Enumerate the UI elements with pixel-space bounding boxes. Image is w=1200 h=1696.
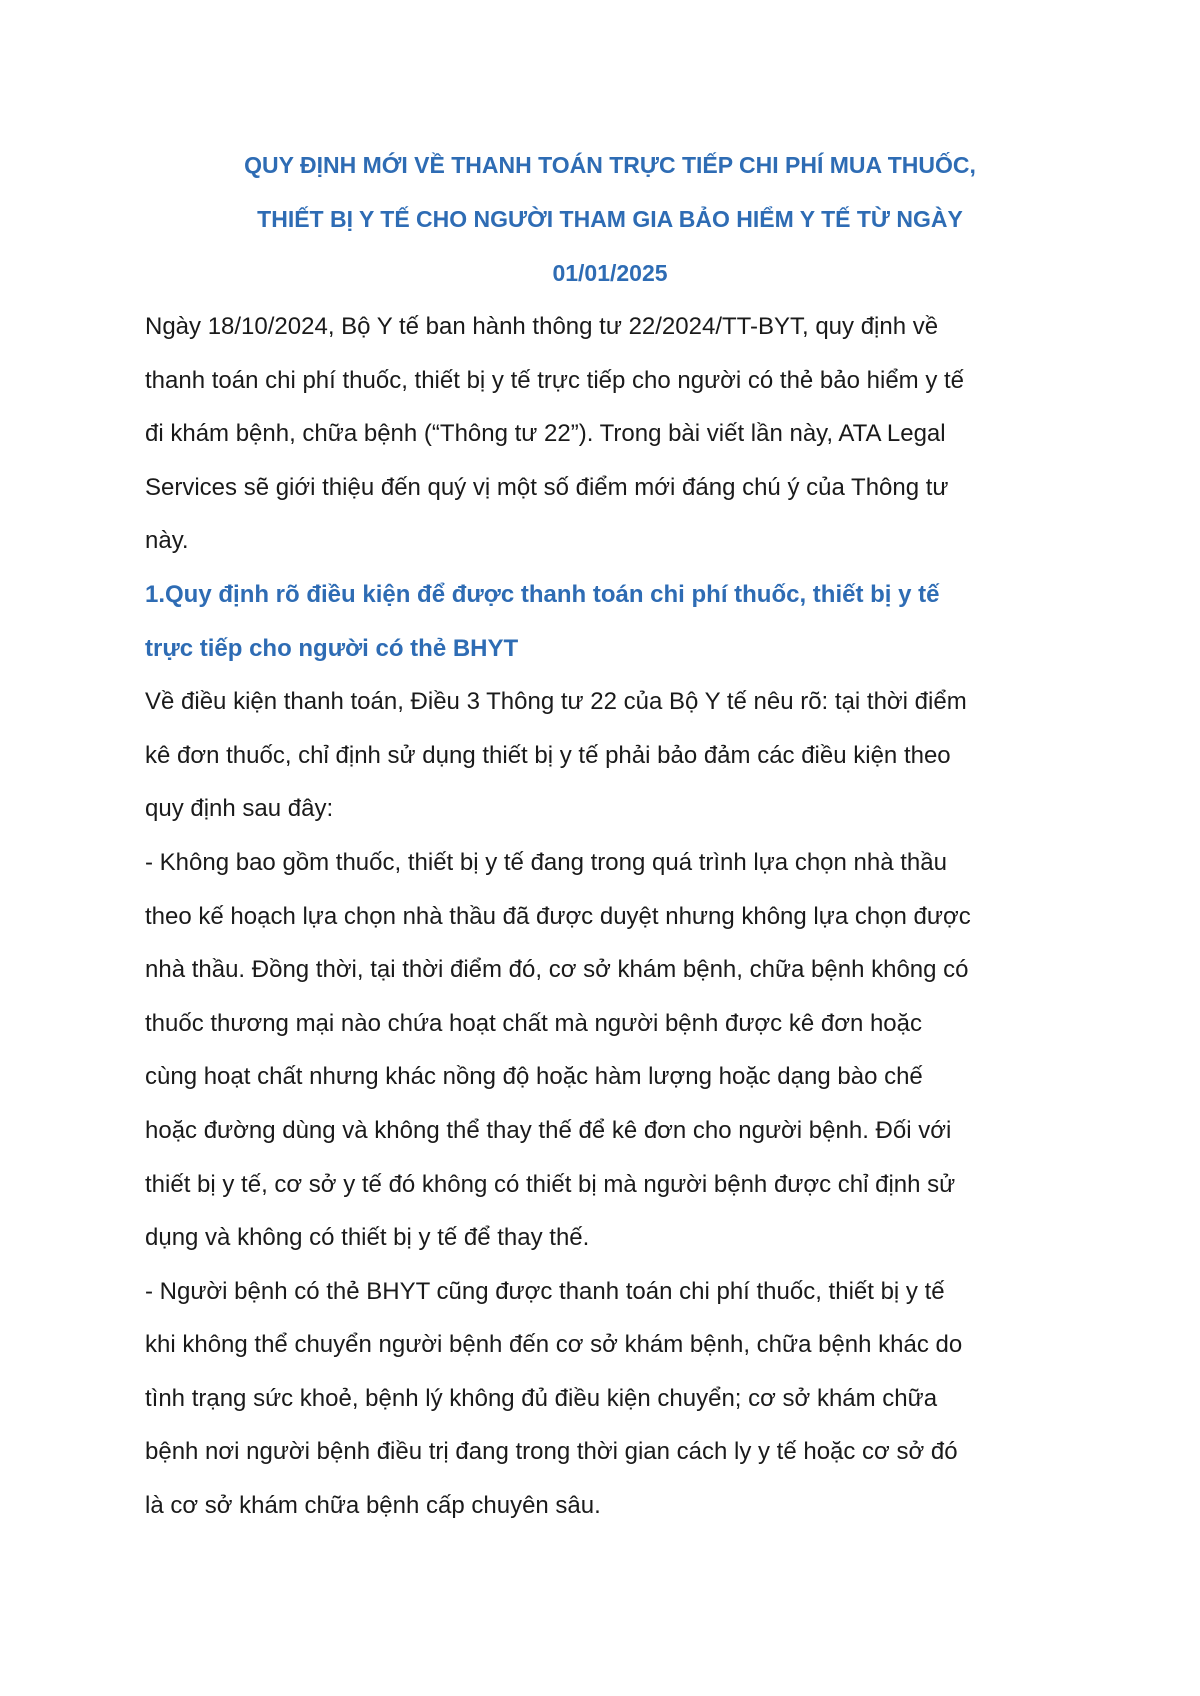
heading-line: trực tiếp cho người có thẻ BHYT [145, 634, 519, 662]
title-line: THIẾT BỊ Y TẾ CHO NGƯỜI THAM GIA BẢO HIỂM Y TẾ TỪ NGÀY [257, 206, 963, 232]
text-line: này. [145, 527, 189, 555]
text-line: khi không thể chuyển người bệnh đến cơ sở khám bệnh, chữa bệnh khác do [145, 1331, 963, 1359]
text-line: hoặc đường dùng và không thể thay thế để kê đơn cho người bệnh. Đối với [145, 1116, 952, 1144]
text-line: tình trạng sức khoẻ, bệnh lý không đủ điều kiện chuyển; cơ sở khám chữa [145, 1384, 938, 1412]
text-line: Về điều kiện thanh toán, Điều 3 Thông tư 22 của Bộ Y tế nêu rõ: tại thời điểm [145, 688, 967, 716]
text-line: thanh toán chi phí thuốc, thiết bị y tế trực tiếp cho người có thẻ bảo hiểm y tế [145, 366, 965, 394]
heading-line: 1.Quy định rõ điều kiện để được thanh toán chi phí thuốc, thiết bị y tế [145, 580, 940, 608]
text-line: Ngày 18/10/2024, Bộ Y tế ban hành thông tư 22/2024/TT-BYT, quy định về [145, 313, 939, 340]
title-line: 01/01/2025 [552, 260, 668, 286]
text-line: nhà thầu. Đồng thời, tại thời điểm đó, cơ sở khám bệnh, chữa bệnh không có [145, 956, 969, 984]
bullet-paragraph-2 [145, 1265, 1075, 1533]
text-line: - Không bao gồm thuốc, thiết bị y tế đang trong quá trình lựa chọn nhà thầu [145, 848, 947, 876]
text-line: kê đơn thuốc, chỉ định sử dụng thiết bị y tế phải bảo đảm các điều kiện theo [145, 741, 951, 769]
text-line: quy định sau đây: [145, 795, 334, 823]
text-line: theo kế hoạch lựa chọn nhà thầu đã được duyệt nhưng không lựa chọn được [145, 902, 971, 930]
section-1-intro-paragraph [145, 675, 1075, 836]
text-line: thiết bị y tế, cơ sở y tế đó không có thiết bị mà người bệnh được chỉ định sử [145, 1170, 956, 1198]
section-1-heading [145, 568, 1075, 675]
title-line: QUY ĐỊNH MỚI VỀ THANH TOÁN TRỰC TIẾP CHI PHÍ MUA THUỐC, [244, 152, 976, 178]
text-line: Services sẽ giới thiệu đến quý vị một số điểm mới đáng chú ý của Thông tư [145, 473, 949, 501]
text-line: dụng và không có thiết bị y tế để thay thế. [145, 1224, 590, 1252]
text-line: thuốc thương mại nào chứa hoạt chất mà người bệnh được kê đơn hoặc [145, 1009, 922, 1037]
intro-paragraph [145, 300, 1075, 568]
text-line: cùng hoạt chất nhưng khác nồng độ hoặc hàm lượng hoặc dạng bào chế [145, 1063, 923, 1091]
document-title [145, 138, 1075, 300]
text-line: - Người bệnh có thẻ BHYT cũng được thanh toán chi phí thuốc, thiết bị y tế [145, 1277, 945, 1305]
bullet-paragraph-1 [145, 836, 1075, 1265]
document-page [145, 138, 1075, 1533]
text-line: đi khám bệnh, chữa bệnh (“Thông tư 22”). Trong bài viết lần này, ATA Legal [145, 420, 946, 448]
text-line: bệnh nơi người bệnh điều trị đang trong thời gian cách ly y tế hoặc cơ sở đó [145, 1438, 958, 1466]
text-line: là cơ sở khám chữa bệnh cấp chuyên sâu. [145, 1492, 601, 1520]
